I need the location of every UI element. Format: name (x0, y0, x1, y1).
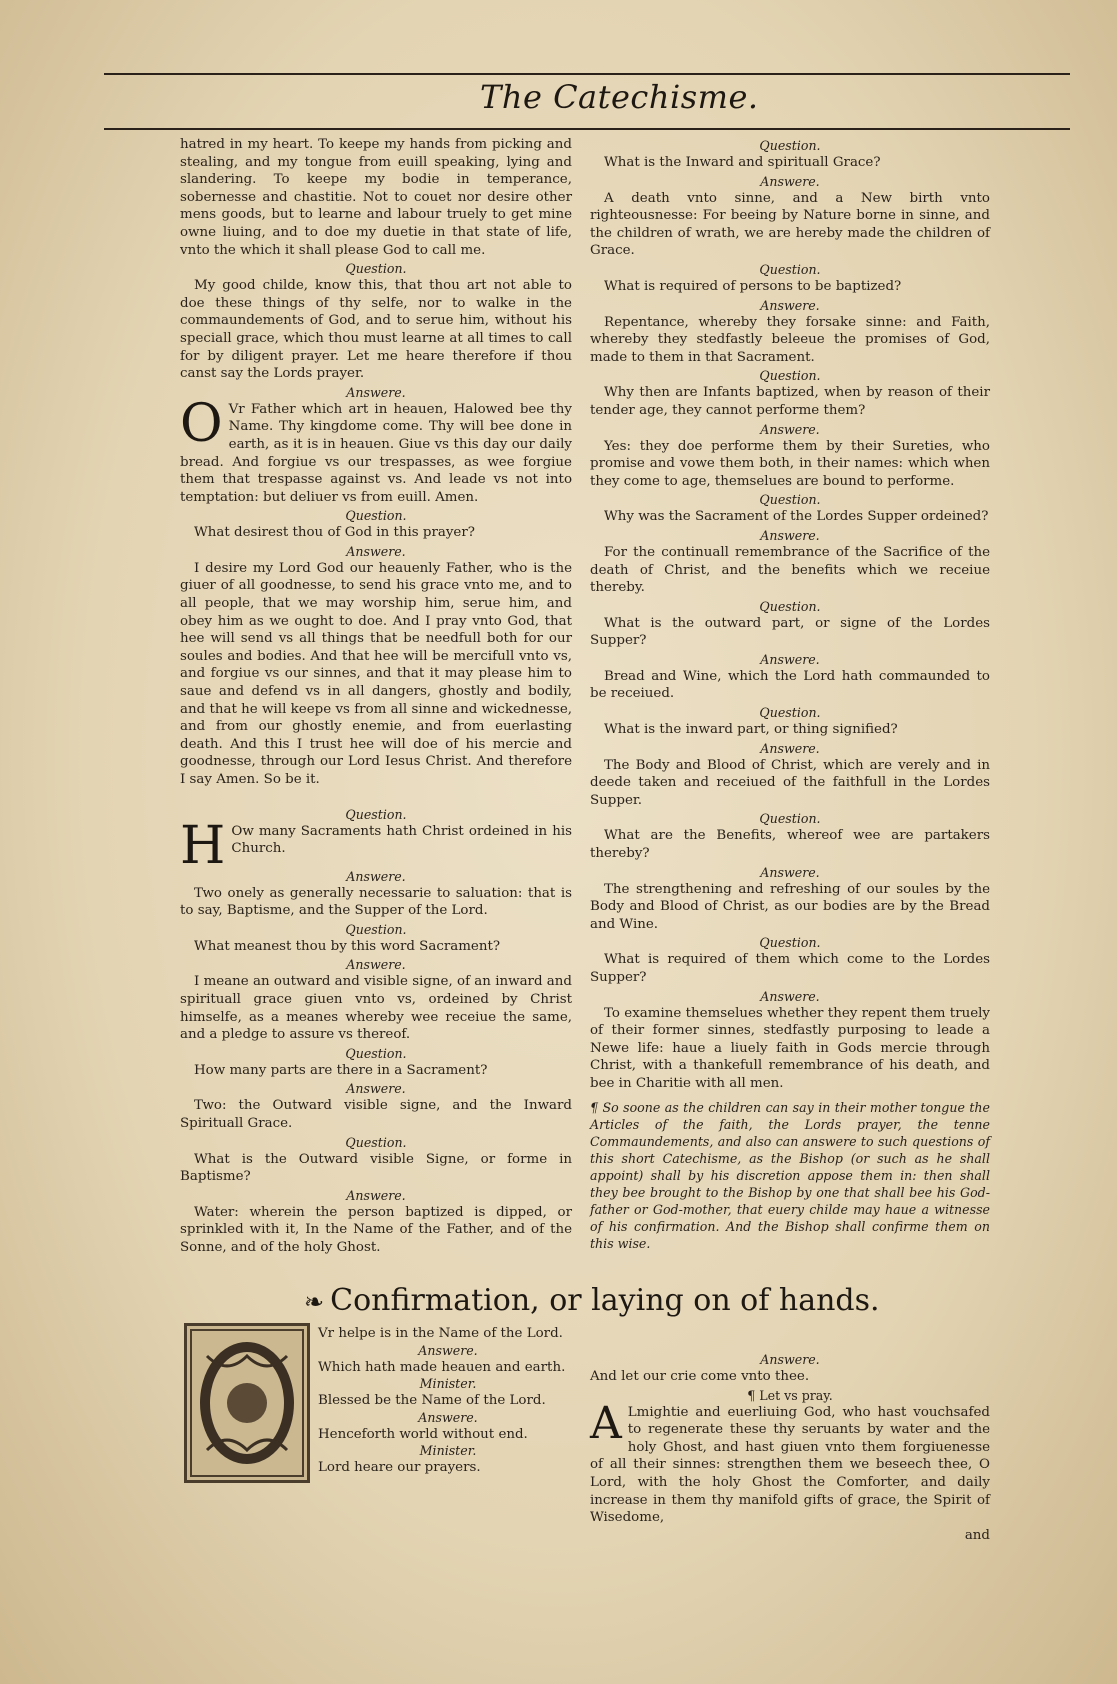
versicle: Blessed be the Name of the Lord. (318, 1393, 546, 1409)
answer-label: Answere. (760, 988, 820, 1004)
paragraph: What is required of persons to be baptized? (604, 278, 902, 294)
ornamental-initial (184, 1323, 310, 1483)
drop-cap: H (180, 815, 226, 876)
paragraph: Ow many Sacraments hath Christ ordeined in his Church. (231, 823, 572, 857)
question-label: Question. (759, 705, 821, 721)
versicle: Henceforth world without end. (318, 1426, 528, 1442)
paragraph: The strengthening and refreshing of our soules by the Body and Blood of Christ, as our bodies are by the Bread and Wine. (590, 881, 990, 932)
answer-label: Answere. (760, 864, 820, 880)
paragraph: How many parts are there in a Sacrament? (194, 1062, 488, 1078)
collect-text: Lmightie and euerliuing God, who hast vouchsafed to regenerate these thy seruants by water and the holy Ghost, and hast giuen vnto them forgiuenesse of all their sinnes: strengthen them we beseech thee, O Lord, with the holy Ghost the Comforter, and daily increase in them thy manifold gifts of grace, the Spirit of Wisedome, (590, 1404, 990, 1526)
section-title (304, 1283, 880, 1318)
question-label: Question. (345, 806, 407, 822)
paragraph: Yes: they doe performe them by their Sureties, who promise and vowe them both, in their names: which when they come to age, themselues are bound to performe. (590, 438, 990, 489)
paragraph: I meane an outward and visible signe, of an inward and spirituall grace giuen vnto vs, ordeined by Christ himselfe, as a meanes whereby wee receiue the same, and a pledge to assure vs thereof. (180, 974, 572, 1043)
question-label: Question. (759, 138, 821, 153)
paragraph: Water: wherein the person baptized is dipped, or sprinkled with it, In the Name of the Father, and of the Sonne, and of the holy Ghost. (180, 1204, 572, 1255)
answer-label: Answere. (346, 868, 406, 884)
prayer-heading: ¶ Let vs pray. (747, 1387, 833, 1403)
minister-label: Minister. (419, 1443, 477, 1459)
paragraph: What is the outward part, or signe of the Lordes Supper? (590, 615, 990, 649)
paragraph: For the continuall remembrance of the Sacrifice of the death of Christ, and the benefits which we receiue thereby. (590, 544, 990, 596)
answer-label: Answere. (346, 957, 406, 973)
paragraph: The Body and Blood of Christ, which are verely and in deede taken and receiued of the faithfull in the Lordes Supper. (590, 757, 990, 808)
paragraph: I desire my Lord God our heauenly Father, who is the giuer of all goodnesse, to send his grace vnto me, and to all people, that we may worship him, serue him, and obey him as we ought to doe. And I pray vnto God, that hee will send vs all things that be needfull both for our soules and bodies. And that hee will be mercifull vnto vs, and forgiue vs our sinnes, and that it may please him to saue and defend vs in all dangers, ghostly and bodily, and that he will keepe vs from all sinne and wickednesse, and from our ghostly enemie, and from euerlasting death. And this I trust hee will doe of his mercie and goodnesse, through our Lord Iesus Christ. And therefore I say Amen. So be it. (180, 560, 572, 787)
paragraph: Bread and Wine, which the Lord hath commaunded to be receiued. (590, 668, 990, 702)
question-label: Question. (345, 1045, 407, 1061)
drop-cap: O (180, 393, 223, 454)
question-label: Question. (759, 492, 821, 508)
fleuron-icon: ❧ (304, 1288, 325, 1316)
answer-label: Answere. (760, 173, 820, 189)
paragraph: Two onely as generally necessarie to saluation: that is to say, Baptisme, and the Supper of the Lord. (180, 885, 572, 919)
answer-label: Answere. (760, 651, 820, 667)
collect-right (590, 1350, 990, 1544)
question-label: Question. (345, 1134, 407, 1150)
answer-label: Answere. (760, 527, 820, 543)
question-label: Question. (345, 921, 407, 937)
versicle: Vr helpe is in the Name of the Lord. (318, 1326, 563, 1341)
paragraph: What is required of them which come to the Lordes Supper? (590, 952, 990, 985)
rubric-note: ¶ So soone as the children can say in their mother tongue the Articles of the faith, the Lords prayer, the tenne Commaundements, and also can answere to such questions of this short Catechisme, as the Bishop (or such as he shall appoint) shall by his discretion appose them in: then shall they bee brought to the Bishop by one that shall bee his God-father or God-mother, that euery childe may haue a witnesse of his confirmation. And the Bishop shall confirme them on this wise. (590, 1099, 990, 1251)
answer-label: Answere. (346, 384, 406, 400)
paragraph: What is the inward part, or thing signified? (604, 722, 898, 738)
ornament-icon (187, 1326, 307, 1480)
question-label: Question. (345, 261, 407, 277)
catchword: and (964, 1527, 990, 1543)
section-title-text: Confirmation, or laying on of hands. (330, 1283, 880, 1318)
paragraph: What is the Inward and spirituall Grace? (604, 155, 881, 170)
paragraph: What are the Benefits, whereof wee are partakers thereby? (590, 828, 990, 862)
paragraph: Why was the Sacrament of the Lordes Supper ordeined? (604, 509, 989, 525)
paragraph: Two: the Outward visible signe, and the Inward Spirituall Grace. (180, 1098, 572, 1131)
versicles-left (318, 1325, 578, 1477)
paragraph: To examine themselues whether they repent them truely of their former sinnes, stedfastly purposing to leade a Newe life: haue a liuely faith in Gods mercie through Christ, with a thankefull remembrance of his death, and bee in Charitie with all men. (590, 1005, 990, 1091)
answer-label: Answere. (346, 543, 406, 559)
answer-label: Answere. (346, 1081, 406, 1097)
paragraph: What meanest thou by this word Sacrament? (194, 938, 501, 954)
versicle: And let our crie come vnto thee. (590, 1369, 810, 1384)
question-label: Question. (759, 368, 821, 384)
answer-label: Answere. (418, 1342, 478, 1358)
paragraph: Why then are Infants baptized, when by reason of their tender age, they cannot performe them? (590, 385, 990, 418)
paragraph: My good childe, know this, that thou art not able to doe these things of thy selfe, nor to walke in the commaundements of God, and to serue him, without his speciall grace, which thou must learne at all times to call for by diligent prayer. Let me heare therefore if thou canst say the Lords prayer. (180, 278, 572, 382)
paragraph: Repentance, whereby they forsake sinne: and Faith, whereby they stedfastly beleeue the promises of God, made to them in that Sacrament. (590, 314, 990, 365)
head-rule (104, 128, 1070, 130)
left-column (180, 136, 572, 1259)
answer-label: Answere. (418, 1409, 478, 1425)
top-rule (104, 73, 1070, 75)
paragraph: A death vnto sinne, and a New birth vnto righteousnesse: For beeing by Nature borne in sinne, and the children of wrath, we are hereby made the children of Grace. (590, 190, 990, 259)
answer-label: Answere. (760, 740, 820, 756)
answer-label: Answere. (760, 421, 820, 437)
question-label: Question. (345, 508, 407, 524)
right-column (590, 136, 990, 1254)
running-head: The Catechisme. (480, 78, 759, 116)
question-label: Question. (759, 598, 821, 614)
answer-label: Answere. (760, 297, 820, 313)
answer-label: Answere. (346, 1187, 406, 1203)
paragraph: What is the Outward visible Signe, or forme in Baptisme? (180, 1151, 572, 1185)
paragraph: What desirest thou of God in this prayer? (194, 525, 475, 541)
paragraph: hatred in my heart. To keepe my hands from picking and stealing, and my tongue from euill speaking, lying and slandering. To keepe my bodie in temperance, sobernesse and chastitie. Not to couet nor desire other mens goods, but to learne and labour truely to get mine owne liuing, and to doe my duetie in that state of life, vnto the which it shall please God to call me. (180, 137, 572, 258)
question-label: Question. (759, 811, 821, 827)
versicle: Lord heare our prayers. (318, 1460, 481, 1476)
drop-cap: A (590, 1397, 622, 1449)
answer-label: Answere. (760, 1352, 820, 1367)
versicle: Which hath made heauen and earth. (318, 1359, 566, 1375)
minister-label: Minister. (419, 1376, 477, 1392)
question-label: Question. (759, 935, 821, 951)
lords-prayer-text: Vr Father which art in heauen, Halowed bee thy Name. Thy kingdome come. Thy will bee done in earth, as it is in heauen. Giue vs this day our daily bread. And forgiue vs our trespasses, as wee forgiue them that trespasse against vs. And leade vs not into temptation: but deliuer vs from euill. Amen. (180, 401, 572, 505)
question-label: Question. (759, 261, 821, 277)
